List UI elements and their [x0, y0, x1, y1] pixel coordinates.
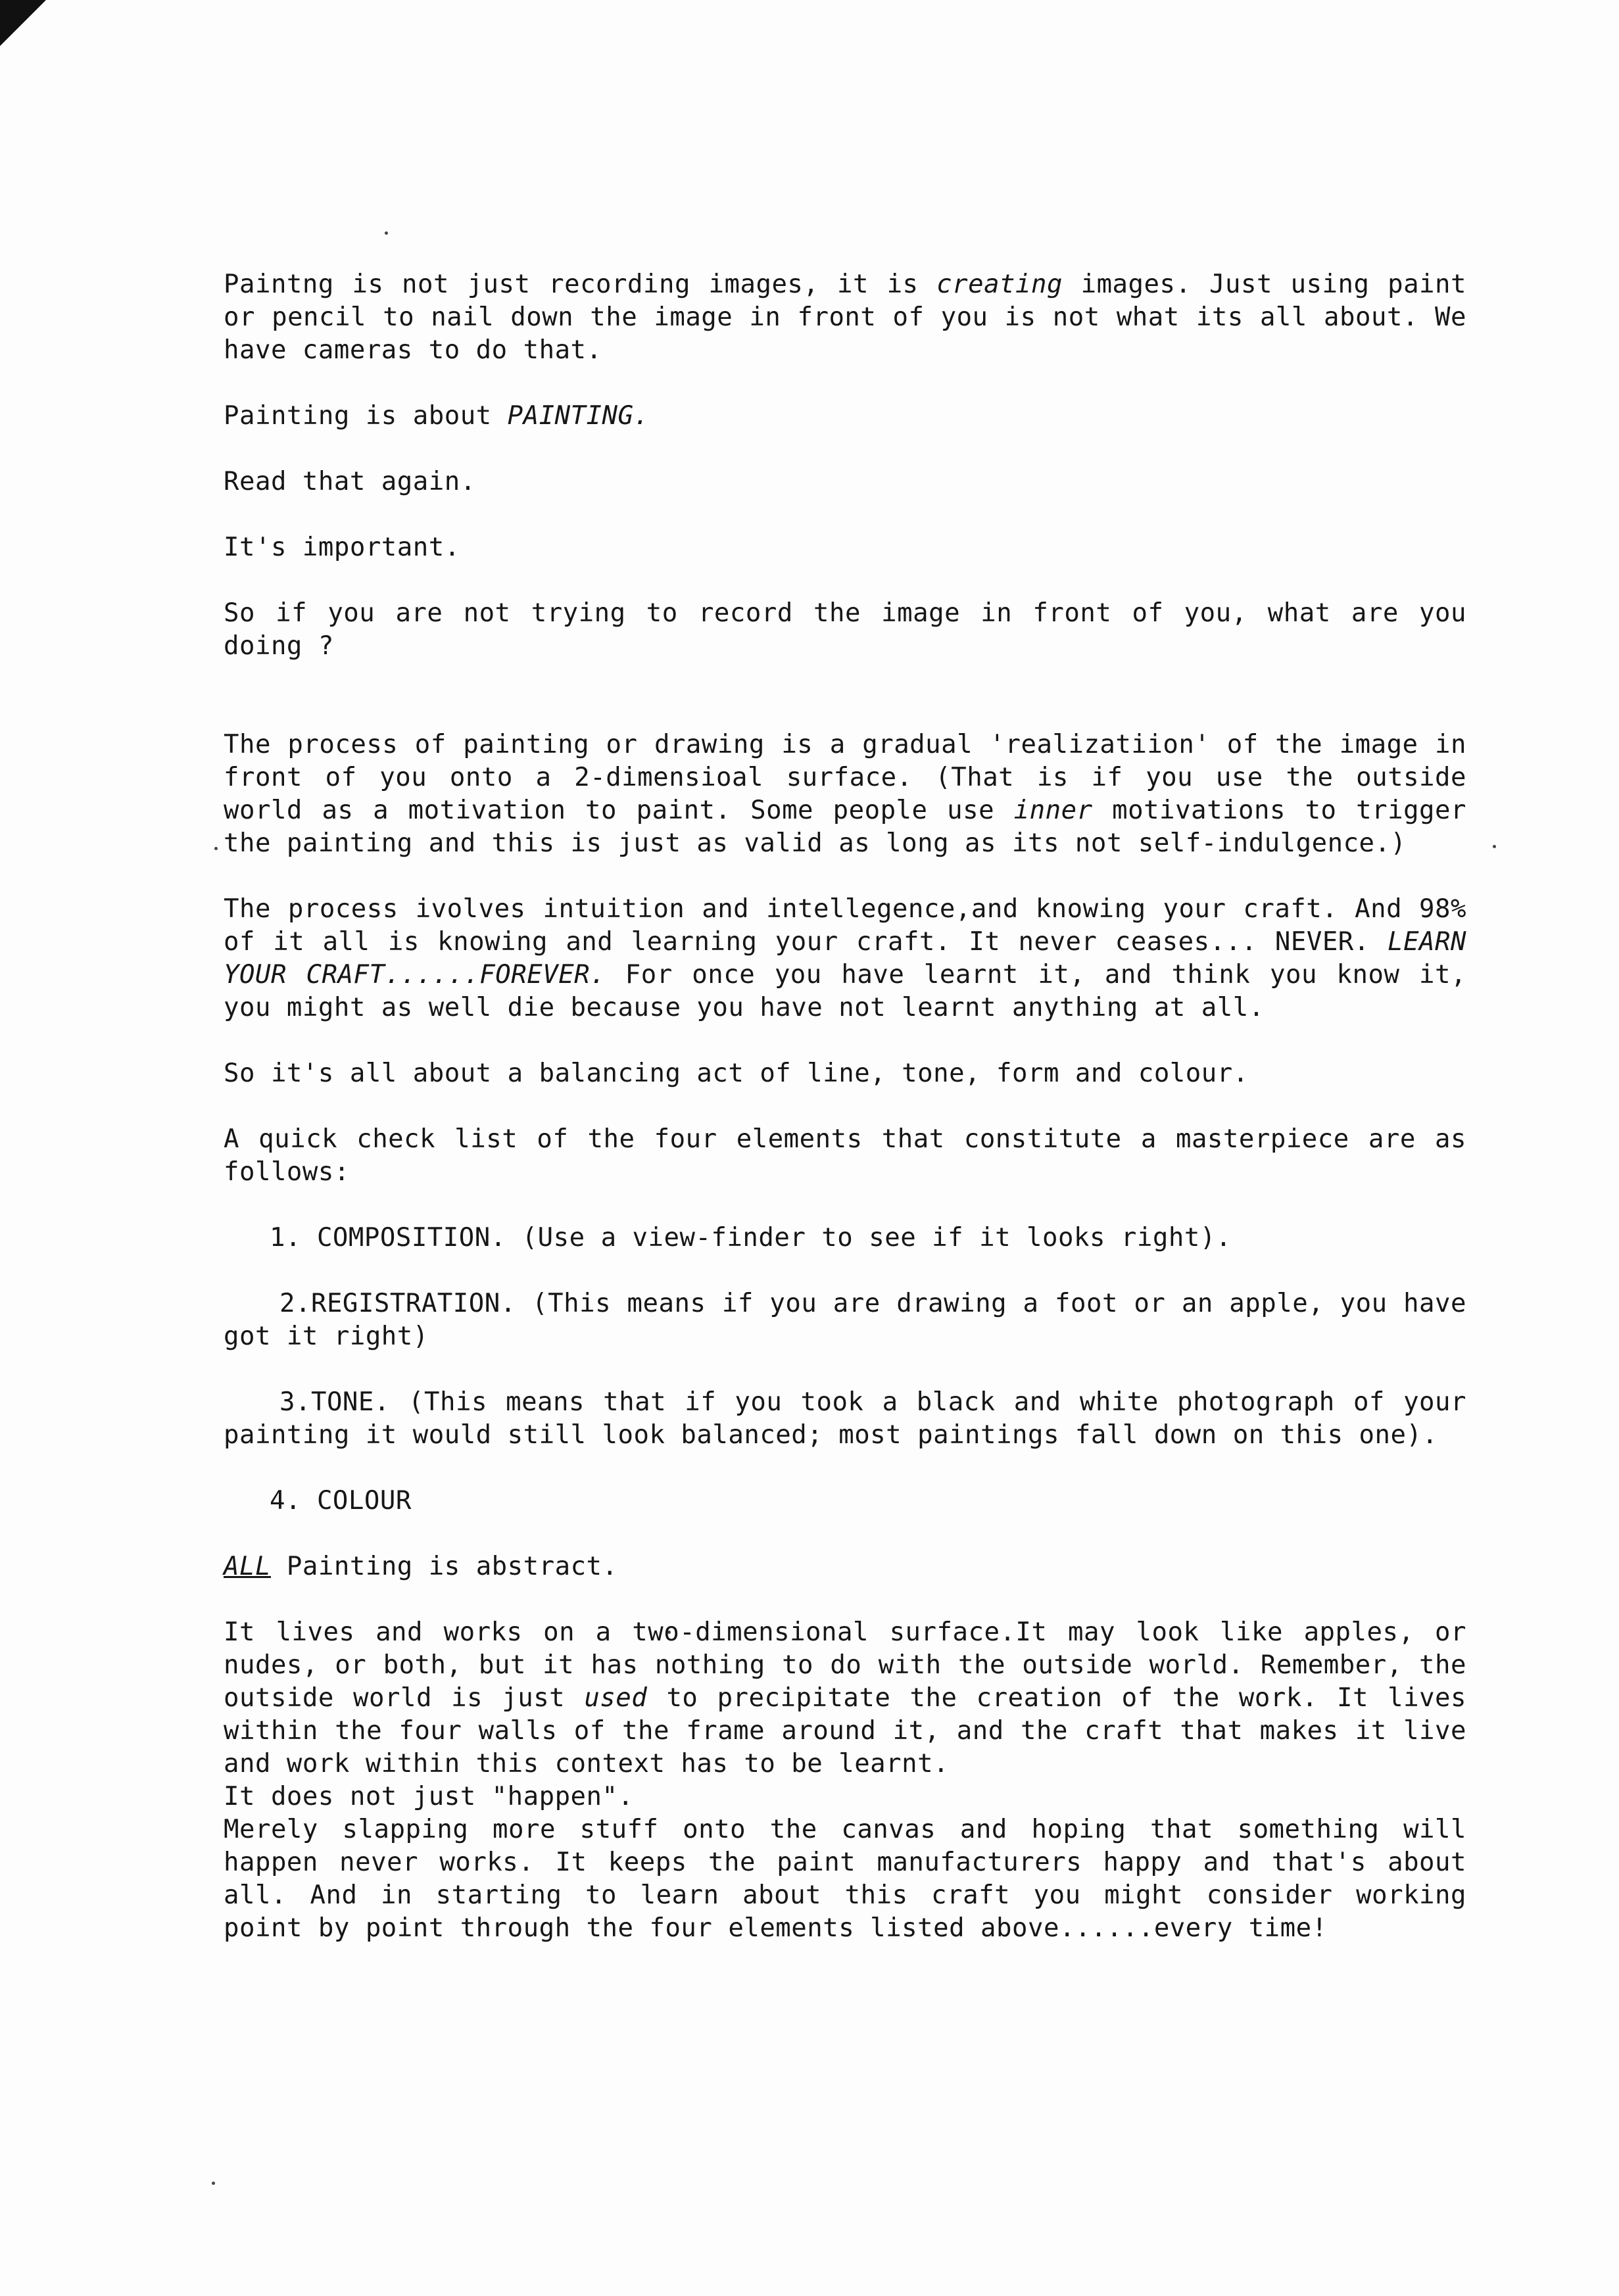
paragraph-process-realization: The process of painting or drawing is a gradual 'realizatiion' of the image in front of you onto a 2-dimensioal surface. (That is if you use the outside world as a motivation to paint. Some people use inner motivations to trigger the painting and this is just as valid as long as its not self-indulgence.)	[224, 730, 1466, 858]
page-speck	[214, 847, 218, 850]
paragraph-important: It's important.	[224, 533, 460, 562]
list-item-colour: 4. COLOUR	[270, 1486, 412, 1516]
paragraph-intro: Paintng is not just recording images, it is creating images. Just using paint or pencil to nail down the image in front of you is not what its all about. We have cameras to do that.	[224, 270, 1466, 365]
list-item-composition: 1. COMPOSITION. (Use a view-finder to see if it looks right).	[270, 1223, 1232, 1253]
page-speck	[212, 2182, 215, 2185]
paragraph-painting-about: Painting is about PAINTING.	[224, 401, 650, 431]
paragraph-read-again: Read that again.	[224, 467, 476, 496]
paragraph-two-dimensional: It lives and works on a two-dimensional surface.It may look like apples, or nudes, or both, but it has nothing to do with the outside world. Remember, the outside world is just used to precipitate the creation of the work. It lives within the four walls of the frame around it, and the craft that makes it live and work within this context has to be learnt.	[224, 1617, 1467, 1779]
paragraph-merely-slapping: Merely slapping more stuff onto the canvas and hoping that something will happen never works. It keeps the paint manufacturers happy and that's about all. And in starting to learn about this craft you might consider working point by point through the four elements listed above......every time!	[224, 1815, 1466, 1943]
page-speck	[1493, 845, 1496, 848]
paragraph-question: So if you are not trying to record the image in front of you, what are you doing ?	[224, 598, 1466, 661]
list-item-registration: 2.REGISTRATION. (This means if you are drawing a foot or an apple, you have got it right)	[224, 1289, 1466, 1351]
page-speck	[385, 231, 388, 235]
page-corner-mark	[0, 0, 46, 46]
paragraph-checklist-intro: A quick check list of the four elements that constitute a masterpiece are as follows:	[224, 1124, 1466, 1187]
list-item-tone: 3.TONE. (This means that if you took a black and white photograph of your painting it would still look balanced; most paintings fall down on this one).	[224, 1387, 1466, 1450]
paragraph-balancing-act: So it's all about a balancing act of line, tone, form and colour.	[224, 1059, 1249, 1088]
paragraph-learn-craft: The process ivolves intuition and intellegence,and knowing your craft. And 98% of it all is knowing and learning your craft. It never ceases... NEVER. LEARN YOUR CRAFT......FOREVER. For once you have learnt it, and think you know it, you might as well die because you have not learnt anything at all.	[224, 894, 1466, 1022]
paragraph-all-abstract: ALL Painting is abstract.	[224, 1552, 618, 1581]
paragraph-not-happen: It does not just "happen".	[224, 1782, 634, 1811]
document-body	[224, 268, 1466, 1945]
